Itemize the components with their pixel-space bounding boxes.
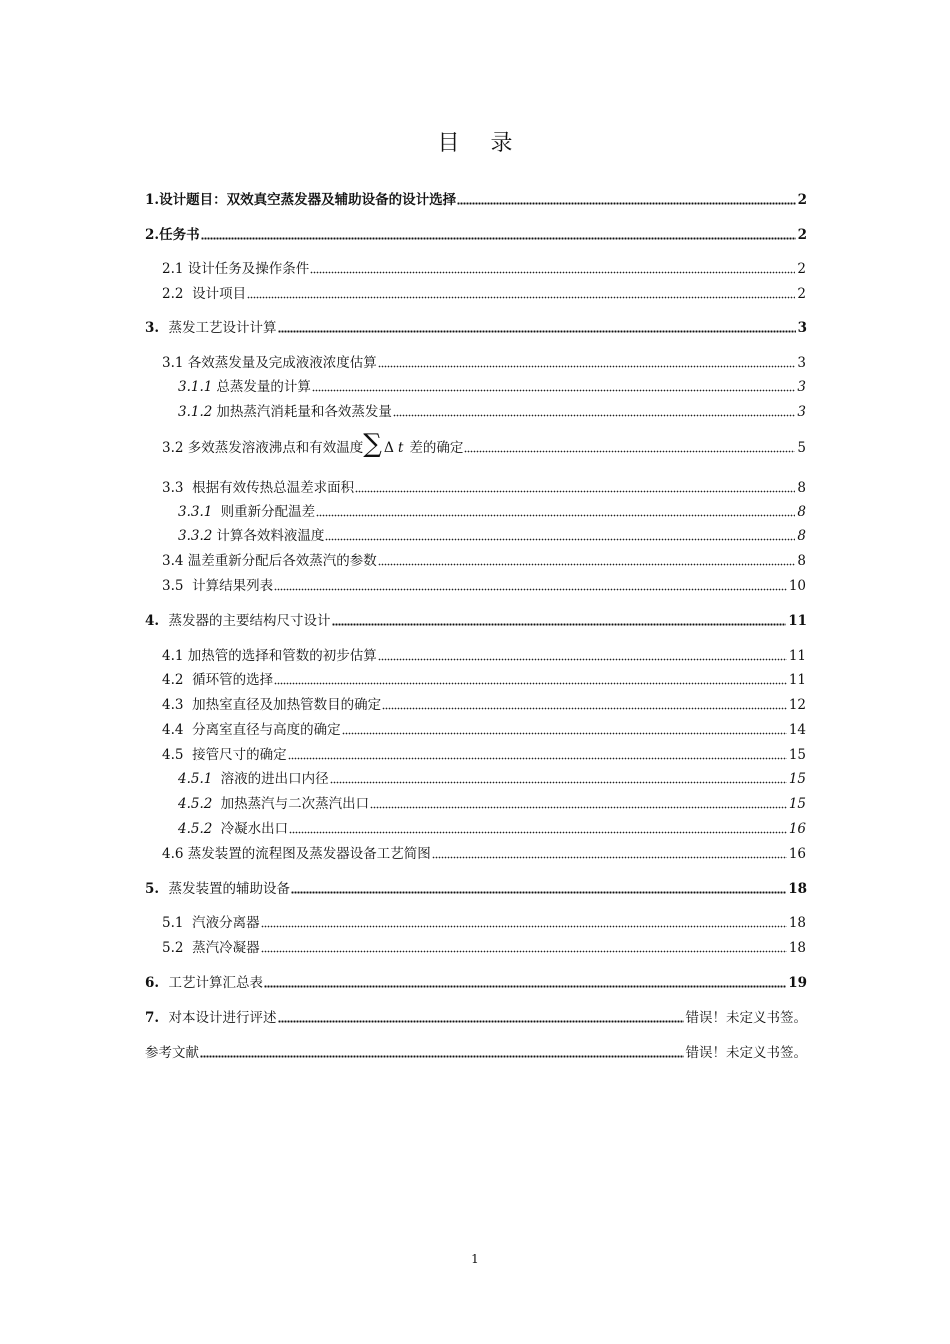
leader-dots [289,831,787,834]
toc-page: 8 [797,480,806,496]
toc-text: 循环管的选择 [192,672,274,688]
page-title: 目 录 [437,131,525,156]
toc-number: 5. [145,881,160,897]
toc-page: 3 [797,355,806,371]
toc-number: 5.1 [162,915,184,931]
toc-entry[interactable] [162,911,806,931]
leader-dots [393,414,796,417]
toc-text: 则重新分配温差 [220,504,316,520]
toc-entry[interactable] [162,282,806,302]
toc-entry[interactable] [162,817,806,837]
leader-dots [288,757,787,760]
toc-page: 2 [797,286,806,302]
toc-number: 4.1 [162,648,184,664]
toc-entry[interactable] [162,767,806,787]
toc-text: 接管尺寸的确定 [192,747,287,763]
leader-dots [332,623,787,626]
toc-page: 8 [797,504,806,520]
toc-text: 多效蒸发溶液沸点和有效温度 [187,440,364,456]
toc-text: 加热室直径及加热管数目的确定 [192,697,382,713]
leader-dots [382,707,787,710]
toc-entry[interactable] [162,668,806,688]
toc-page: 16 [788,846,806,862]
toc-number: 4.4 [162,722,184,738]
toc-number: 4.3 [162,697,184,713]
toc-number: 2. [145,227,160,243]
toc-number: 3.3.2 [178,528,213,544]
toc-page-error: 错误！未定义书签。 [685,1045,807,1061]
toc-entry[interactable] [162,257,806,277]
leader-dots [464,450,795,453]
t-variable: t [397,440,404,456]
toc-text-suffix: 差的确定 [409,440,464,456]
toc-number: 4.5.1 [178,771,213,787]
toc-page: 5 [797,440,806,456]
leader-dots [312,389,796,392]
leader-dots [264,985,786,988]
toc-text: 冷凝水出口 [220,821,289,837]
toc-page: 11 [788,648,806,664]
toc-number: 4.5.2 [178,821,213,837]
toc-entry[interactable] [162,574,806,594]
toc-entry[interactable] [162,693,806,713]
toc-text: 蒸发装置的流程图及蒸发器设备工艺简图 [187,846,431,862]
leader-dots [370,806,787,809]
toc-page: 18 [788,915,806,931]
toc-number: 5.2 [162,940,184,956]
toc-number: 3.5 [162,578,184,594]
leader-dots [325,538,795,541]
toc-page: 2 [797,192,807,208]
toc-page: 2 [797,261,806,277]
leader-dots [278,1020,684,1023]
toc-page: 15 [788,796,806,812]
delta-symbol: Δ [383,440,394,456]
toc-number: 4.5.2 [178,796,213,812]
toc-number: 1. [145,192,160,208]
toc-number: 3.1 [162,355,184,371]
toc-number: 3.3 [162,480,184,496]
toc-entry[interactable] [145,1041,807,1061]
toc-text: 温差重新分配后各效蒸汽的参数 [187,553,377,569]
leader-dots [355,490,795,493]
leader-dots [310,271,795,274]
toc-text: 加热蒸汽与二次蒸汽出口 [220,796,370,812]
toc-page: 19 [788,975,807,991]
toc-entry[interactable] [162,743,806,763]
leader-dots [274,682,787,685]
toc-number: 4.2 [162,672,184,688]
toc-text: 设计项目 [192,286,247,302]
toc-page: 18 [788,940,806,956]
leader-dots [278,330,796,333]
leader-dots [316,514,795,517]
toc-entry[interactable] [162,644,806,664]
toc-number: 7. [145,1010,160,1026]
toc-page: 11 [788,672,806,688]
page-number: 1 [471,1252,479,1266]
leader-dots [274,588,787,591]
toc-text: 任务书 [159,227,200,243]
toc-page-error: 错误！未定义书签。 [685,1010,807,1026]
leader-dots [330,781,787,784]
toc-page: 18 [788,881,807,897]
toc-text: 蒸汽冷凝器 [192,940,260,956]
toc-page: 8 [797,528,806,544]
toc-text: 加热蒸汽消耗量和各效蒸发量 [216,404,392,420]
sigma-symbol: ∑ [363,429,382,459]
toc-entry[interactable] [162,524,806,544]
toc-text: 各效蒸发量及完成液液浓度估算 [187,355,377,371]
toc-entry[interactable] [145,188,807,208]
toc-entry[interactable] [162,936,806,956]
toc-number: 4. [145,613,160,629]
toc-text: 工艺计算汇总表 [168,975,263,991]
toc-number: 6. [145,975,160,991]
toc-text: 计算各效料液温度 [216,528,325,544]
toc-text: 总蒸发量的计算 [216,379,311,395]
toc-text: 蒸发器的主要结构尺寸设计 [168,613,331,629]
leader-dots [261,950,787,953]
leader-dots [378,658,787,661]
toc-page: 10 [788,578,806,594]
toc-entry[interactable] [162,842,806,862]
toc-page: 3 [797,320,807,336]
toc-number: 3.1.2 [178,404,213,420]
leader-dots [247,296,795,299]
toc-entry[interactable] [162,792,806,812]
leader-dots [432,856,787,859]
toc-entry[interactable] [145,971,807,991]
leader-dots [200,1055,684,1058]
toc-page: 12 [788,697,806,713]
leader-dots [342,732,787,735]
toc-text: 对本设计进行评述 [168,1010,277,1026]
toc-number: 3. [145,320,160,336]
leader-dots [457,202,796,205]
toc-entry[interactable] [145,877,807,897]
toc-text: 加热管的选择和管数的初步估算 [187,648,377,664]
toc-entry[interactable] [145,223,807,243]
toc-text: 计算结果列表 [192,578,274,594]
toc-page: 2 [797,227,807,243]
toc-page: 16 [788,821,806,837]
toc-text: 设计题目：双效真空蒸发器及辅助设备的设计选择 [159,192,457,208]
toc-entry[interactable] [162,549,806,569]
leader-dots [378,365,796,368]
toc-entry[interactable] [145,609,807,629]
toc-entry[interactable] [145,1006,807,1026]
toc-text: 溶液的进出口内径 [220,771,329,787]
toc-text: 参考文献 [145,1045,199,1061]
toc-text: 蒸发装置的辅助设备 [168,881,290,897]
toc-entry[interactable] [162,375,806,395]
leader-dots [201,237,796,240]
leader-dots [261,925,787,928]
toc-text: 设计任务及操作条件 [187,261,310,277]
toc-page: 14 [788,722,806,738]
toc-text: 蒸发工艺设计计算 [168,320,277,336]
toc-entry[interactable] [162,476,806,496]
toc-page: 3 [797,404,806,420]
leader-dots [291,891,786,894]
toc-page: 15 [788,771,806,787]
toc-number: 4.5 [162,747,184,763]
toc-entry[interactable] [162,351,806,371]
toc-text: 汽液分离器 [192,915,260,931]
toc-entry[interactable] [162,426,806,459]
toc-entry[interactable] [145,316,807,336]
toc-number: 2.2 [162,286,184,302]
toc-number: 3.3.1 [178,504,213,520]
toc-entry[interactable] [162,500,806,520]
toc-number: 3.4 [162,553,184,569]
leader-dots [378,563,796,566]
toc-number: 3.1.1 [178,379,213,395]
toc-page: 15 [788,747,806,763]
toc-number: 3.2 [162,440,184,456]
toc-number: 4.6 [162,846,184,862]
toc-entry[interactable] [162,400,806,420]
toc-text: 根据有效传热总温差求面积 [192,480,355,496]
toc-text: 分离室直径与高度的确定 [192,722,341,738]
toc-page: 8 [797,553,806,569]
toc-entry[interactable] [162,718,806,738]
toc-number: 2.1 [162,261,184,277]
toc-page: 3 [797,379,806,395]
toc-page: 11 [788,613,807,629]
